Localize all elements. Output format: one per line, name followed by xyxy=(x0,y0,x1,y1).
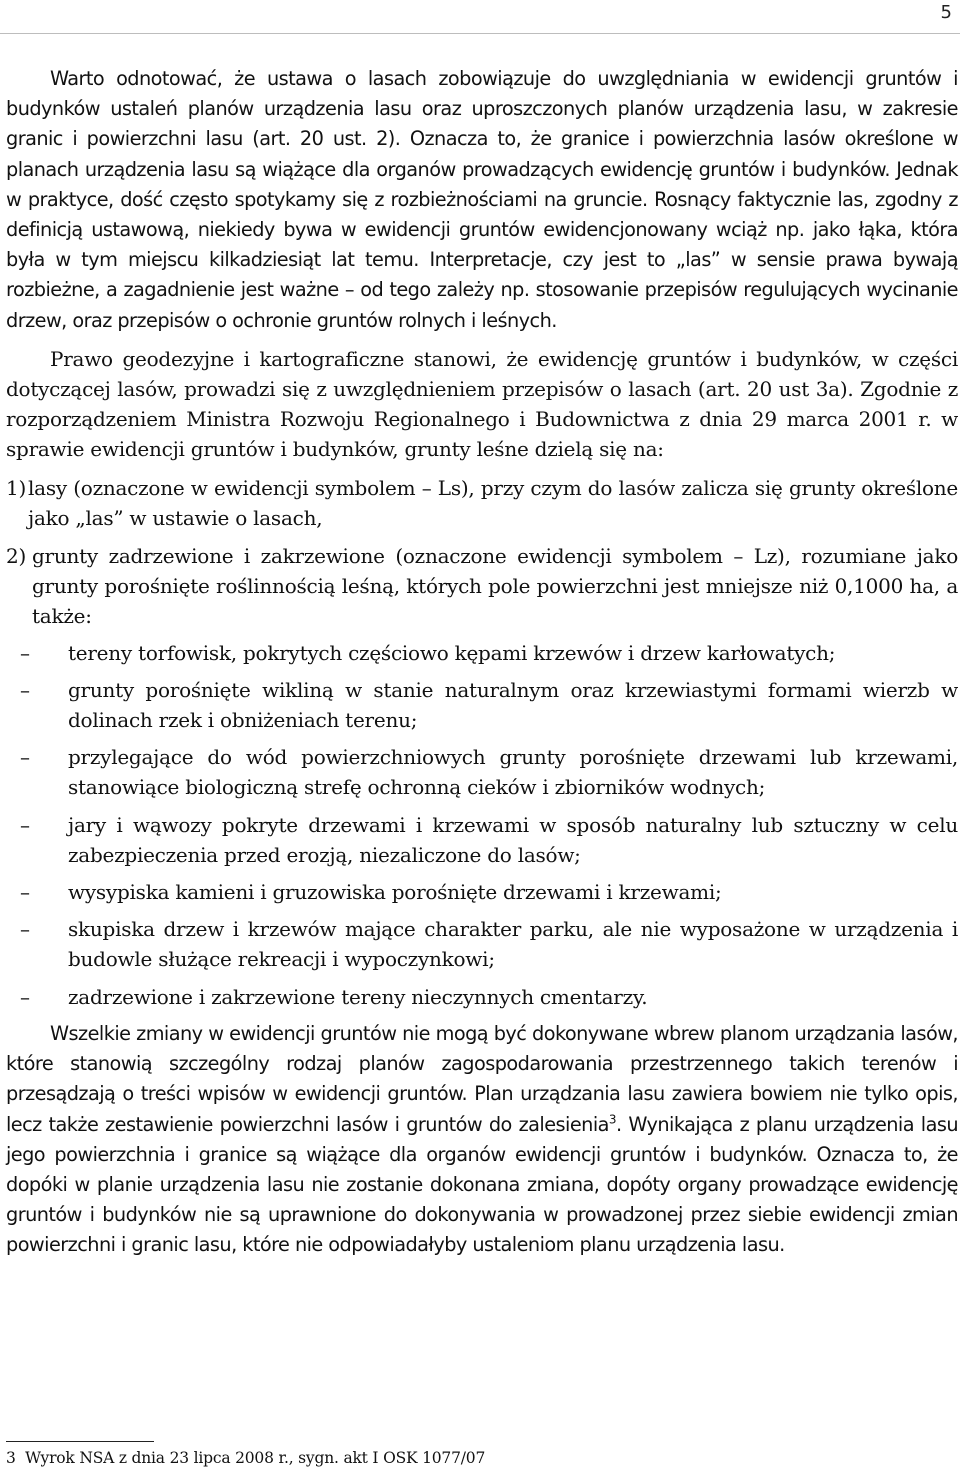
list-item-text: grunty zadrzewione i zakrzewione (oznaczone ewidencji symbolem – Lz), rozumiane jako grunty porośnięte roślinnością leśną, których pole powierzchni jest mniejsze niż 0,1000 ha, a także: xyxy=(32,544,958,629)
dash-bullet: – xyxy=(20,745,30,770)
footnote-rule xyxy=(6,1441,154,1442)
paragraph-3-text-a: Wszelkie zmiany w ewidencji gruntów nie mogą być dokonywane wbrew planom urządzania lasów, które stanowią szczególny rodzaj planów zagospodarowania przestrzennego takich terenów i przesądzają o treści wpisów w ewidencji gruntów. Plan urządzania lasu zawiera bowiem nie tylko opis, lecz także zestawienie powierzchni lasów i gruntów do zalesienia xyxy=(6,1021,958,1136)
dash-list-item xyxy=(6,742,958,802)
dash-list-item xyxy=(6,982,958,1012)
dash-item-text: wysypiska kamieni i gruzowiska porośnięte drzewami i krzewami; xyxy=(68,880,722,905)
page-content xyxy=(6,64,958,1261)
list-item-text: lasy (oznaczone w ewidencji symbolem – Ls), przy czym do lasów zalicza się grunty określone jako „las” w ustawie o lasach, xyxy=(28,475,958,530)
dash-list-item xyxy=(6,810,958,870)
dash-item-text: jary i wąwozy pokryte drzewami i krzewami w sposób naturalny lub sztuczny w celu zabezpieczenia przed erozją, niezaliczone do lasów; xyxy=(68,812,958,867)
list-item-2 xyxy=(6,541,958,632)
dash-item-text: przylegające do wód powierzchniowych grunty porośnięte drzewami lub krzewami, stanowiące biologiczną strefę ochronną cieków i zbiorników wodnych; xyxy=(68,745,958,800)
paragraph-1: Warto odnotować, że ustawa o lasach zobowiązuje do uwzględniania w ewidencji gruntów i budynków ustaleń planów urządzenia lasu oraz uproszczonych planów urządzenia lasu, w zakresie granic i powierzchni lasu (art. 20 ust. 2). Oznacza to, że granice i powierzchnia lasów określone w planach urządzenia lasu są wiążące dla organów prowadzących ewidencję gruntów i budynków. Jednak w praktyce, dość często spotykamy się z rozbieżnościami na gruncie. Rosnący faktycznie las, zgodny z definicją ustawową, niekiedy bywa w ewidencji gruntów ewidencjonowany wciąż np. jako łąka, która była w tym miejscu kilkadziesiąt lat temu. Interpretacje, czy jest to „las” w sensie prawa bywają rozbieżne, a zagadnienie jest ważne – od tego zależy np. stosowanie przepisów regulujących wycinanie drzew, oraz przepisów o ochronie gruntów rolnych i leśnych. xyxy=(6,67,958,332)
dash-bullet: – xyxy=(20,640,30,665)
paragraph-2: Prawo geodezyjne i kartograficzne stanowi, że ewidencję gruntów i budynków, w części dotyczącej lasów, prowadzi się z uwzględnieniem przepisów o lasach (art. 20 ust 3a). Zgodnie z rozporządzeniem Ministra Rozwoju Regionalnego i Budownictwa z dnia 29 marca 2001 r. w sprawie ewidencji gruntów i budynków, grunty leśne dzielą się na: xyxy=(6,346,958,462)
paragraph-3 xyxy=(6,1019,958,1261)
dash-item-text: zadrzewione i zakrzewione tereny nieczynnych cmentarzy. xyxy=(68,984,648,1009)
dash-list-item xyxy=(6,675,958,735)
footnote xyxy=(6,1449,485,1467)
dash-bullet: – xyxy=(20,880,30,905)
list-item-1 xyxy=(6,473,958,533)
footnote-text: Wyrok NSA z dnia 23 lipca 2008 r., sygn. akt I OSK 1077/07 xyxy=(25,1449,486,1467)
footnote-number: 3 xyxy=(6,1449,16,1467)
page-number: 5 xyxy=(940,2,952,23)
dash-list-item xyxy=(6,914,958,974)
list-item-number: 1) xyxy=(6,475,27,500)
paragraph-3-text-b: . Wynikająca z planu urządzenia lasu jego powierzchnia i granice są wiążące dla organów ewidencji gruntów i budynków. Oznacza to, że dopóki w planie urządzenia lasu nie zostanie dokonana zmiana, dopóty organy prowadzące ewidencję gruntów i budynków nie są uprawnione do dokonywania w prowadzonej przez siebie ewidencji zmian powierzchni i granic lasu, które nie odpowiadałyby ustaleniom planu urządzenia lasu. xyxy=(6,1112,959,1257)
dash-bullet: – xyxy=(20,677,30,702)
dash-item-text: grunty porośnięte wikliną w stanie naturalnym oraz krzewiastymi formami wierzb w dolinach rzek i obniżeniach terenu; xyxy=(68,677,958,733)
dash-bullet: – xyxy=(20,984,30,1009)
header-rule xyxy=(0,33,960,34)
dash-bullet: – xyxy=(20,812,30,837)
list-item-number: 2) xyxy=(6,544,27,569)
dash-item-text: tereny torfowisk, pokrytych częściowo kępami krzewów i drzew karłowatych; xyxy=(68,640,836,665)
dash-item-text: skupiska drzew i krzewów mające charakter parku, ale nie wyposażone w urządzenia i budowle służące rekreacji i wypoczynkowi; xyxy=(68,917,958,972)
dash-list-item xyxy=(6,877,958,907)
dash-list xyxy=(6,638,958,1012)
dash-bullet: – xyxy=(20,917,30,942)
footnote-reference[interactable]: 3 xyxy=(608,1112,616,1127)
dash-list-item xyxy=(6,638,958,668)
